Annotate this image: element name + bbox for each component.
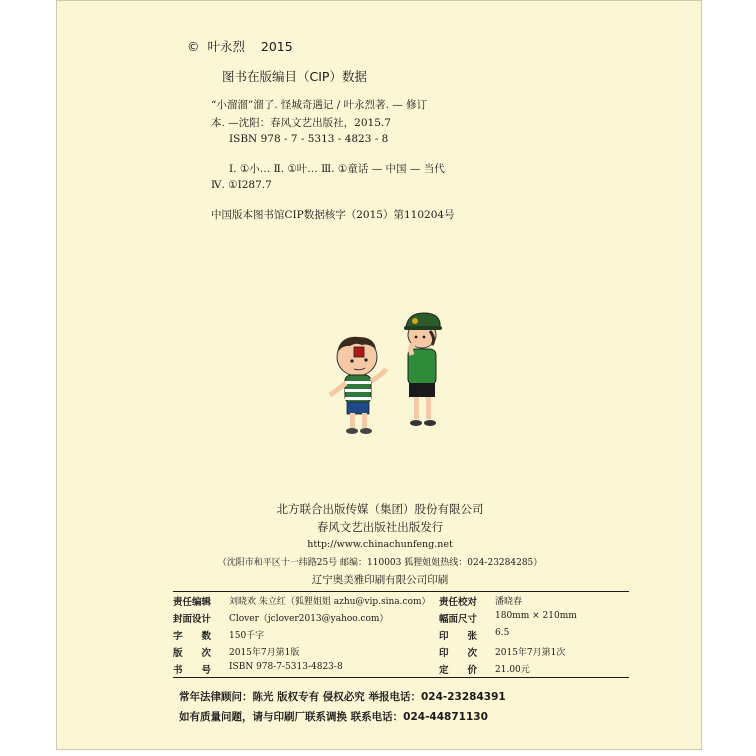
credit-value: 潘晓春 <box>495 596 523 607</box>
credit-label: 幅面尺寸 <box>439 613 478 625</box>
cip-record-number: 中国版本图书馆CIP数据核字（2015）第110204号 <box>211 209 455 221</box>
publisher-address: （沈阳市和平区十一纬路25号 邮编：110003 狐狸姐姐热线：024-23284285） <box>217 558 543 568</box>
credit-label: 封面设计 <box>173 613 212 625</box>
credit-label: 责任编辑 <box>173 596 212 608</box>
footer-quality: 如有质量问题，请与印刷厂联系调换 联系电话：024-44871130 <box>179 711 488 723</box>
copyright-line <box>187 37 293 55</box>
credits-row <box>173 660 629 677</box>
cip-classification-2: Ⅳ. ①I287.7 <box>211 179 272 191</box>
cip-classification-1: Ⅰ. ①小… Ⅱ. ①叶… Ⅲ. ①童话 — 中国 — 当代 <box>229 163 445 175</box>
footer-legal: 常年法律顾问：陈光 版权专有 侵权必究 举报电话：024-23284391 <box>179 691 506 703</box>
officer-figure <box>404 313 442 426</box>
cip-isbn: ISBN 978 - 7 - 5313 - 4823 - 8 <box>229 133 389 145</box>
publisher-issuer: 春风文艺出版社出版发行 <box>316 520 444 534</box>
credit-label: 印 次 <box>439 647 478 659</box>
credit-value: 6.5 <box>495 627 510 638</box>
credit-label: 印 张 <box>439 630 478 642</box>
publisher-website: http://www.chinachunfeng.net <box>307 539 453 550</box>
credit-value: 2015年7月第1版 <box>229 647 300 658</box>
credit-value: 21.00元 <box>495 664 530 675</box>
boy-figure <box>330 337 386 434</box>
credit-label: 书 号 <box>173 664 212 676</box>
copyright-symbol: © <box>187 39 200 54</box>
credits-table <box>173 591 629 678</box>
credit-value: 180mm × 210mm <box>495 610 577 621</box>
credit-label: 责任校对 <box>439 596 478 608</box>
credit-label: 定 价 <box>439 664 478 676</box>
cartoon-illustration <box>312 309 452 439</box>
credits-row <box>173 592 629 609</box>
cip-heading: 图书在版编目（CIP）数据 <box>222 69 367 84</box>
credit-value: 2015年7月第1次 <box>495 647 566 658</box>
cip-line-2: 本. —沈阳：春风文艺出版社，2015.7 <box>211 117 391 129</box>
credit-label: 字 数 <box>173 630 212 642</box>
credit-value: Clover（jclover2013@yahoo.com） <box>229 613 389 624</box>
credits-row <box>173 643 629 660</box>
credit-value: ISBN 978-7-5313-4823-8 <box>229 661 343 672</box>
credits-row <box>173 626 629 643</box>
printer: 辽宁奥美雅印刷有限公司印刷 <box>311 574 449 586</box>
copyright-author: 叶永烈 <box>207 39 245 54</box>
credit-label: 版 次 <box>173 647 212 659</box>
credit-value: 150千字 <box>229 630 265 641</box>
publisher-group: 北方联合出版传媒（集团）股份有限公司 <box>276 502 484 516</box>
copyright-year: 2015 <box>260 39 293 54</box>
credit-value: 刘晓欢 朱立红（狐狸姐姐 azhu@vip.sina.com） <box>229 596 431 607</box>
copyright-page <box>56 0 702 750</box>
credits-row <box>173 609 629 626</box>
cip-line-1: “小溜溜”溜了. 怪城奇遇记 / 叶永烈著. — 修订 <box>211 99 428 111</box>
